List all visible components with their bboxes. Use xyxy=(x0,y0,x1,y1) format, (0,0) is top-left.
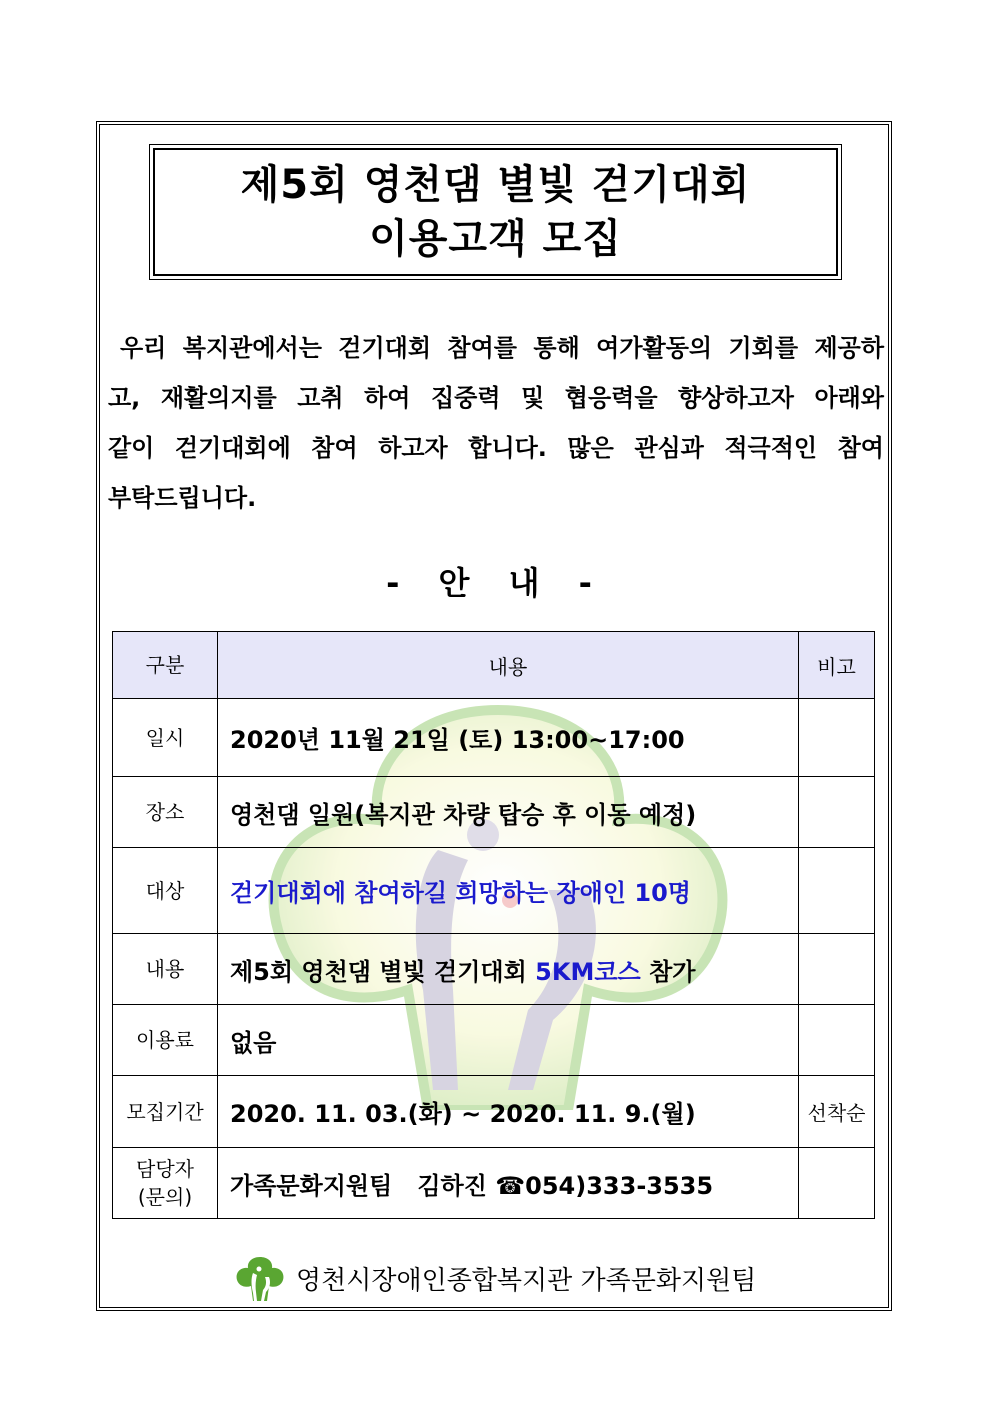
row-label: 이용료 xyxy=(113,1005,218,1076)
title-line-2: 이용고객 모집 xyxy=(369,216,622,262)
row-remark xyxy=(799,848,875,934)
content-course: 5KM코스 xyxy=(535,957,641,986)
row-value: 2020. 11. 03.(화) ~ 2020. 11. 9.(월) xyxy=(218,1076,799,1148)
table-header-row xyxy=(113,632,875,699)
footer-organization: 영천시장애인종합복지관 가족문화지원팀 xyxy=(296,1265,757,1296)
row-label: 일시 xyxy=(113,699,218,777)
row-value xyxy=(218,934,799,1005)
title-line-1: 제5회 영천댐 별빛 걷기대회 xyxy=(240,162,751,208)
row-remark xyxy=(799,777,875,848)
row-label: 내용 xyxy=(113,934,218,1005)
row-label: 대상 xyxy=(113,848,218,934)
table-row-place xyxy=(113,777,875,848)
notice-heading: - 안 내 - xyxy=(386,564,606,602)
row-remark xyxy=(799,1148,875,1219)
row-label: 모집기간 xyxy=(113,1076,218,1148)
header-content: 내용 xyxy=(218,632,799,699)
content-text-c: 참가 xyxy=(640,957,696,986)
row-value: 2020년 11월 21일 (토) 13:00~17:00 xyxy=(218,699,799,777)
row-remark: 선착순 xyxy=(799,1076,875,1148)
table-row-content xyxy=(113,934,875,1005)
content-text-a: 제5회 영천댐 별빛 걷기대회 xyxy=(230,957,536,986)
info-table xyxy=(112,631,875,1219)
footer xyxy=(232,1250,792,1306)
header-category: 구분 xyxy=(113,632,218,699)
row-remark xyxy=(799,699,875,777)
row-value: 가족문화지원팀 김하진 ☎054)333-3535 xyxy=(218,1148,799,1219)
title-box xyxy=(149,144,842,280)
row-label: 장소 xyxy=(113,777,218,848)
table-row-date xyxy=(113,699,875,777)
contact-label-a: 담당자 xyxy=(136,1157,194,1181)
row-remark xyxy=(799,934,875,1005)
tree-people-logo-icon xyxy=(232,1253,288,1303)
intro-text: 우리 복지관에서는 걷기대회 참여를 통해 여가활동의 기회를 제공하고, 재활의지를 고취 하여 집중력 및 협응력을 향상하고자 아래와 같이 걷기대회에 참여 하고자 합니다. 많은 관심과 적극적인 참여 부탁드립니다. xyxy=(108,334,884,512)
table-row-period xyxy=(113,1076,875,1148)
contact-label-b: (문의) xyxy=(137,1185,193,1209)
intro-paragraph xyxy=(108,323,884,523)
title-box-inner xyxy=(153,148,838,276)
table-row-contact xyxy=(113,1148,875,1219)
row-label xyxy=(113,1148,218,1219)
header-remark: 비고 xyxy=(799,632,875,699)
row-value: 걷기대회에 참여하길 희망하는 장애인 10명 xyxy=(218,848,799,934)
table-row-fee xyxy=(113,1005,875,1076)
row-remark xyxy=(799,1005,875,1076)
row-value: 영천댐 일원(복지관 차량 탑승 후 이동 예정) xyxy=(218,777,799,848)
row-value: 없음 xyxy=(218,1005,799,1076)
table-row-target xyxy=(113,848,875,934)
